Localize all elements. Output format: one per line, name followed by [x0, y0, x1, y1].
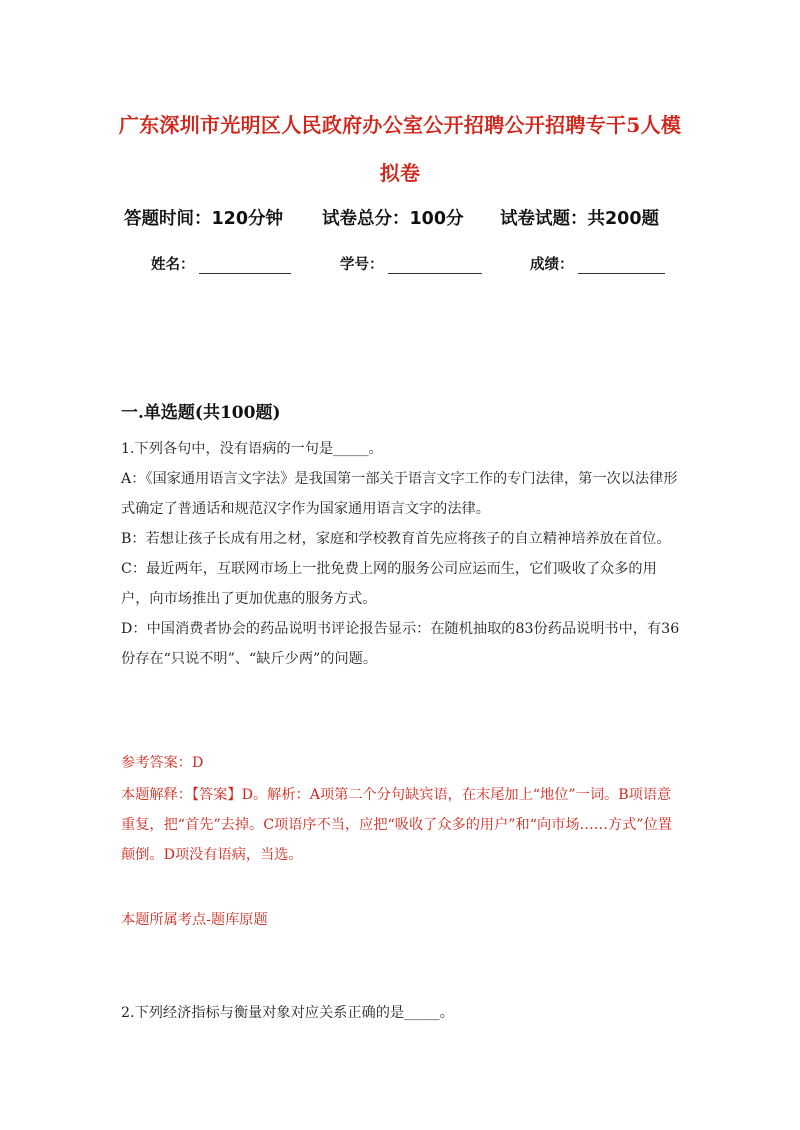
student-id-field — [340, 253, 482, 274]
question-1-option-a: A：《国家通用语言文字法》是我国第一部关于语言文字工作的专门法律，第一次以法律形式确定了普通话和规范汉字作为国家通用语言文字的法律。 — [121, 471, 678, 517]
name-label: 姓名： — [151, 257, 195, 273]
student-id-label: 学号： — [340, 257, 384, 273]
document-title: 广东深圳市光明区人民政府办公室公开招聘公开招聘专干5人模拟卷 — [118, 113, 682, 185]
question-2 — [121, 998, 681, 1028]
exam-question-count: 试卷试题：共200题 — [500, 209, 660, 229]
name-blank — [199, 258, 291, 274]
exam-time: 答题时间：120分钟 — [124, 209, 284, 229]
question-1-knowledge-point: 本题所属考点-题库原题 — [121, 912, 268, 928]
student-id-blank — [388, 258, 482, 274]
grade-label: 成绩： — [530, 257, 574, 273]
question-1-option-c: C：最近两年，互联网市场上一批免费上网的服务公司应运而生，它们吸收了众多的用户，向市场推出了更加优惠的服务方式。 — [121, 561, 657, 607]
question-1 — [121, 434, 681, 674]
grade-field — [530, 253, 665, 274]
question-1-explanation: 本题解释：【答案】D。解析：A项第二个分句缺宾语，在末尾加上“地位”一词。B项语意重复，把“首先”去掉。C项语序不当，应把“吸收了众多的用户”和“向市场……方式”位置颠倒。D项没有语病，当选。 — [121, 787, 672, 863]
question-1-option-b: B：若想让孩子长成有用之材，家庭和学校教育首先应将孩子的自立精神培养放在首位。 — [121, 531, 671, 547]
question-1-option-d: D：中国消费者协会的药品说明书评论报告显示：在随机抽取的83份药品说明书中，有36份存在“只说不明”、“缺斤少两”的问题。 — [121, 621, 680, 667]
question-1-stem: 1.下列各句中，没有语病的一句是_____。 — [121, 441, 383, 457]
question-2-stem: 2.下列经济指标与衡量对象对应关系正确的是_____。 — [121, 1005, 454, 1021]
section-title: 一.单选题(共100题) — [121, 403, 281, 423]
grade-blank — [578, 258, 665, 274]
name-field — [151, 253, 291, 274]
exam-total-score: 试卷总分：100分 — [322, 209, 464, 229]
question-1-answer: 参考答案：D — [121, 755, 204, 771]
